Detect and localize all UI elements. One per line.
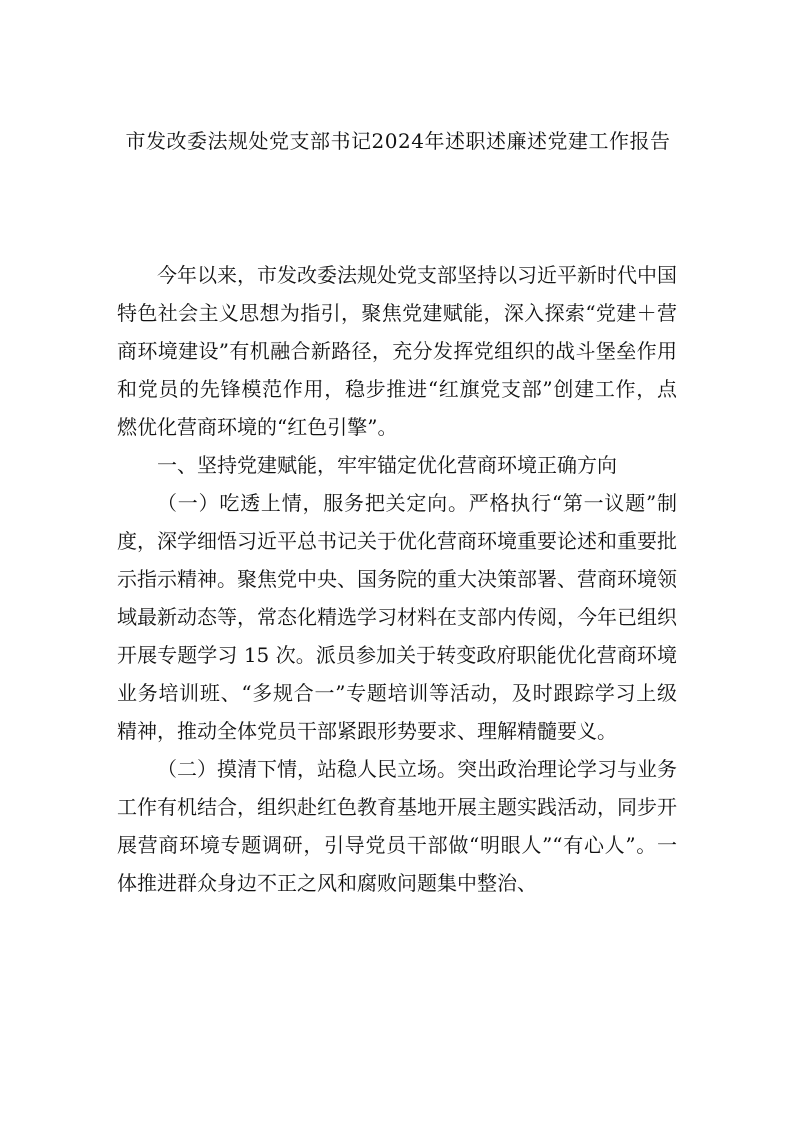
document-body — [117, 256, 677, 902]
subsection-paragraph-1: （一）吃透上情，服务把关定向。严格执行“第一议题”制度，深学细悟习近平总书记关于优化营商环境重要论述和重要批示指示精神。聚焦党中央、国务院的重大决策部署、营商环境领域最新动态等，常态化精选学习材料在支部内传阅，今年已组织开展专题学习 15 次。派员参加关于转变政府职能优化营商环境业务培训班、“多规合一”专题培训等活动，及时跟踪学习上级精神，推动全体党员干部紧跟形势要求、理解精髓要义。 — [117, 491, 677, 743]
document-title: 市发改委法规处党支部书记2024年述职述廉述党建工作报告 — [125, 129, 671, 153]
intro-paragraph: 今年以来，市发改委法规处党支部坚持以习近平新时代中国特色社会主义思想为指引，聚焦党建赋能，深入探索“党建＋营商环境建设”有机融合新路径，充分发挥党组织的战斗堡垒作用和党员的先锋模范作用，稳步推进“红旗党支部”创建工作，点燃优化营商环境的“红色引擎”。 — [117, 263, 677, 439]
section-heading-1: 一、坚持党建赋能，牢牢锚定优化营商环境正确方向 — [157, 453, 617, 477]
subsection-paragraph-2: （二）摸清下情，站稳人民立场。突出政治理论学习与业务工作有机结合，组织赴红色教育基地开展主题实践活动，同步开展营商环境专题调研，引导党员干部做“明眼人”“有心人”。一体推进群众身边不正之风和腐败问题集中整治、 — [117, 757, 677, 895]
